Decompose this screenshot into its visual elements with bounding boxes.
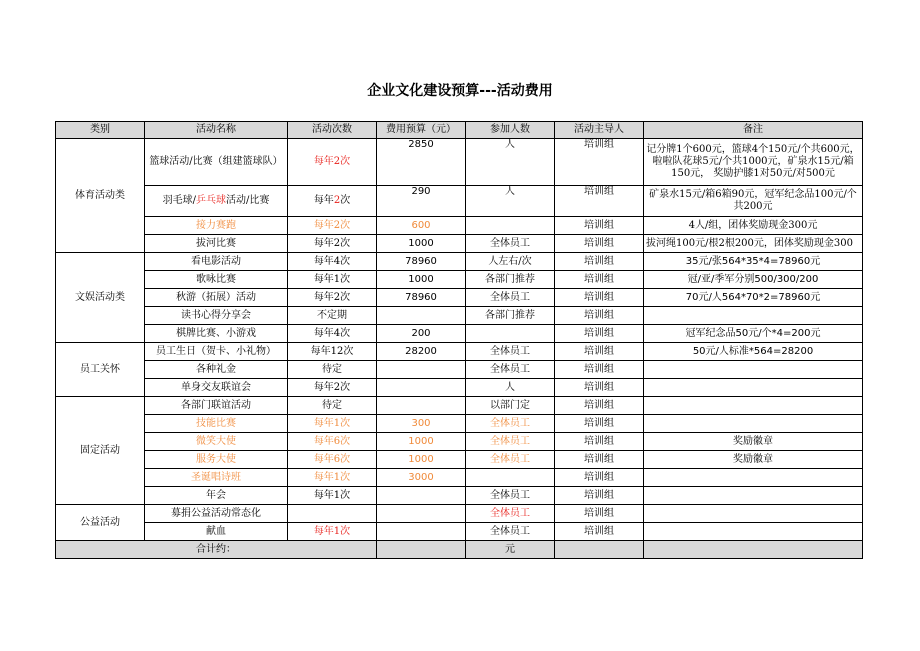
note-cell: 35元/张564*35*4=78960元 <box>644 253 863 271</box>
people-cell: 人 <box>466 379 555 397</box>
table-row <box>56 289 863 307</box>
header-activity: 活动名称 <box>145 122 288 139</box>
times-cell <box>288 505 377 523</box>
people-cell: 全体员工 <box>466 487 555 505</box>
note-cell <box>644 469 863 487</box>
table-row <box>56 217 863 235</box>
activity-cell: 歌咏比赛 <box>145 271 288 289</box>
times-cell: 待定 <box>288 397 377 415</box>
budget-cell <box>377 523 466 541</box>
activity-cell: 各种礼金 <box>145 361 288 379</box>
activity-text: 羽毛球/ <box>162 195 196 206</box>
header-row <box>56 122 863 139</box>
lead-cell: 培训组 <box>555 487 644 505</box>
people-cell: 全体员工 <box>466 235 555 253</box>
budget-cell: 3000 <box>377 469 466 487</box>
table-row <box>56 505 863 523</box>
people-cell <box>466 469 555 487</box>
people-cell: 以部门定 <box>466 397 555 415</box>
budget-cell <box>377 487 466 505</box>
activity-cell: 篮球活动/比赛（组建篮球队） <box>145 139 288 186</box>
times-cell: 每年4次 <box>288 325 377 343</box>
times-text-highlight: 2 <box>333 195 341 206</box>
total-budget <box>377 541 466 559</box>
category-cell: 文娱活动类 <box>56 253 145 343</box>
total-row <box>56 541 863 559</box>
lead-cell: 培训组 <box>555 325 644 343</box>
table-row <box>56 361 863 379</box>
note-cell <box>644 523 863 541</box>
people-cell: 全体员工 <box>466 505 555 523</box>
lead-cell: 培训组 <box>555 433 644 451</box>
people-cell: 各部门推荐 <box>466 271 555 289</box>
people-cell: 全体员工 <box>466 361 555 379</box>
lead-cell: 培训组 <box>555 523 644 541</box>
page-title: 企业文化建设预算---活动费用 <box>367 83 553 99</box>
lead-cell: 培训组 <box>555 271 644 289</box>
category-cell: 公益活动 <box>56 505 145 541</box>
times-cell: 每年2次 <box>288 217 377 235</box>
note-cell <box>644 487 863 505</box>
category-cell: 固定活动 <box>56 397 145 505</box>
activity-cell: 各部门联谊活动 <box>145 397 288 415</box>
header-people: 参加人数 <box>466 122 555 139</box>
times-cell: 每年1次 <box>288 487 377 505</box>
lead-cell: 培训组 <box>555 186 644 217</box>
header-times: 活动次数 <box>288 122 377 139</box>
table-row <box>56 379 863 397</box>
note-cell <box>644 505 863 523</box>
lead-cell: 培训组 <box>555 307 644 325</box>
times-cell: 每年2次 <box>288 235 377 253</box>
table-row <box>56 325 863 343</box>
budget-cell: 78960 <box>377 253 466 271</box>
activity-cell: 圣诞唱诗班 <box>145 469 288 487</box>
people-cell: 全体员工 <box>466 289 555 307</box>
activity-cell: 读书心得分享会 <box>145 307 288 325</box>
category-cell: 员工关怀 <box>56 343 145 397</box>
note-cell <box>644 415 863 433</box>
lead-cell: 培训组 <box>555 397 644 415</box>
note-cell: 50元/人标准*564=28200 <box>644 343 863 361</box>
times-cell: 每年6次 <box>288 433 377 451</box>
budget-table <box>55 121 863 559</box>
budget-cell: 290 <box>377 186 466 217</box>
note-cell: 70元/人564*70*2=78960元 <box>644 289 863 307</box>
times-cell: 每年1次 <box>288 271 377 289</box>
budget-cell: 600 <box>377 217 466 235</box>
times-cell: 每年1次 <box>288 415 377 433</box>
activity-cell: 年会 <box>145 487 288 505</box>
budget-cell <box>377 307 466 325</box>
note-cell <box>644 397 863 415</box>
activity-cell: 拔河比赛 <box>145 235 288 253</box>
note-cell: 记分牌1个600元，篮球4个150元/个共600元，啦啦队花球5元/个共1000元，矿泉水15元/箱150元， 奖励护膝1对50元/对500元 <box>644 139 863 186</box>
activity-cell: 技能比赛 <box>145 415 288 433</box>
lead-cell: 培训组 <box>555 343 644 361</box>
activity-text-highlight: 乒乓球 <box>196 195 226 206</box>
people-cell: 全体员工 <box>466 523 555 541</box>
note-cell: 矿泉水15元/箱6箱90元，冠军纪念品100元/个共200元 <box>644 186 863 217</box>
header-lead: 活动主导人 <box>555 122 644 139</box>
times-cell: 每年1次 <box>288 523 377 541</box>
table-row <box>56 469 863 487</box>
times-cell: 每年4次 <box>288 253 377 271</box>
table-row <box>56 307 863 325</box>
times-cell <box>288 186 377 217</box>
table-row <box>56 253 863 271</box>
note-cell <box>644 307 863 325</box>
people-cell: 全体员工 <box>466 415 555 433</box>
budget-cell <box>377 379 466 397</box>
budget-cell: 28200 <box>377 343 466 361</box>
activity-cell: 募捐公益活动常态化 <box>145 505 288 523</box>
budget-cell <box>377 505 466 523</box>
table-row <box>56 487 863 505</box>
people-cell: 全体员工 <box>466 451 555 469</box>
total-lead <box>555 541 644 559</box>
budget-cell: 2850 <box>377 139 466 186</box>
total-label: 合计约： <box>56 541 377 559</box>
lead-cell: 培训组 <box>555 415 644 433</box>
times-cell: 待定 <box>288 361 377 379</box>
times-cell: 每年2次 <box>288 139 377 186</box>
budget-cell: 300 <box>377 415 466 433</box>
times-cell: 每年1次 <box>288 469 377 487</box>
note-cell: 奖励徽章 <box>644 451 863 469</box>
table-row <box>56 139 863 186</box>
times-cell: 每年2次 <box>288 379 377 397</box>
people-cell: 人 <box>466 186 555 217</box>
lead-cell: 培训组 <box>555 253 644 271</box>
activity-cell: 秋游（拓展）活动 <box>145 289 288 307</box>
activity-text: 活动/比赛 <box>226 195 270 206</box>
table-row <box>56 397 863 415</box>
note-cell: 4人/组，团体奖励现金300元 <box>644 217 863 235</box>
budget-cell: 1000 <box>377 271 466 289</box>
table-row <box>56 271 863 289</box>
lead-cell: 培训组 <box>555 469 644 487</box>
note-cell: 拔河绳100元/根2根200元，团体奖励现金300 <box>644 235 863 253</box>
header-budget: 费用预算（元） <box>377 122 466 139</box>
lead-cell: 培训组 <box>555 379 644 397</box>
budget-cell <box>377 361 466 379</box>
people-cell <box>466 217 555 235</box>
note-cell <box>644 379 863 397</box>
lead-cell: 培训组 <box>555 235 644 253</box>
table-row <box>56 451 863 469</box>
category-cell: 体育活动类 <box>56 139 145 253</box>
people-cell: 全体员工 <box>466 433 555 451</box>
people-cell: 全体员工 <box>466 343 555 361</box>
times-text: 每年 <box>313 195 334 206</box>
note-cell <box>644 361 863 379</box>
lead-cell: 培训组 <box>555 289 644 307</box>
budget-cell: 200 <box>377 325 466 343</box>
people-cell <box>466 325 555 343</box>
activity-cell: 微笑大使 <box>145 433 288 451</box>
lead-cell: 培训组 <box>555 139 644 186</box>
people-cell: 人 <box>466 139 555 186</box>
table-row <box>56 186 863 217</box>
header-note: 备注 <box>644 122 863 139</box>
activity-cell: 棋牌比赛、小游戏 <box>145 325 288 343</box>
lead-cell: 培训组 <box>555 361 644 379</box>
activity-cell: 看电影活动 <box>145 253 288 271</box>
table-row <box>56 523 863 541</box>
times-text: 次 <box>340 195 351 206</box>
budget-cell: 78960 <box>377 289 466 307</box>
note-cell: 冠/亚/季军分别500/300/200 <box>644 271 863 289</box>
times-cell: 每年2次 <box>288 289 377 307</box>
times-cell: 不定期 <box>288 307 377 325</box>
people-cell: 人左右/次 <box>466 253 555 271</box>
budget-cell <box>377 397 466 415</box>
activity-cell: 接力赛跑 <box>145 217 288 235</box>
budget-cell: 1000 <box>377 433 466 451</box>
table-row <box>56 415 863 433</box>
total-note <box>644 541 863 559</box>
activity-cell <box>145 186 288 217</box>
times-cell: 每年12次 <box>288 343 377 361</box>
total-unit: 元 <box>466 541 555 559</box>
activity-cell: 单身交友联谊会 <box>145 379 288 397</box>
table-row <box>56 433 863 451</box>
times-cell: 每年6次 <box>288 451 377 469</box>
table-row <box>56 343 863 361</box>
activity-cell: 献血 <box>145 523 288 541</box>
table-row <box>56 235 863 253</box>
lead-cell: 培训组 <box>555 451 644 469</box>
people-cell: 各部门推荐 <box>466 307 555 325</box>
lead-cell: 培训组 <box>555 217 644 235</box>
activity-cell: 服务大使 <box>145 451 288 469</box>
header-category: 类别 <box>56 122 145 139</box>
note-cell: 奖励徽章 <box>644 433 863 451</box>
lead-cell: 培训组 <box>555 505 644 523</box>
activity-cell: 员工生日（贺卡、小礼物） <box>145 343 288 361</box>
budget-cell: 1000 <box>377 451 466 469</box>
budget-cell: 1000 <box>377 235 466 253</box>
note-cell: 冠军纪念品50元/个*4=200元 <box>644 325 863 343</box>
